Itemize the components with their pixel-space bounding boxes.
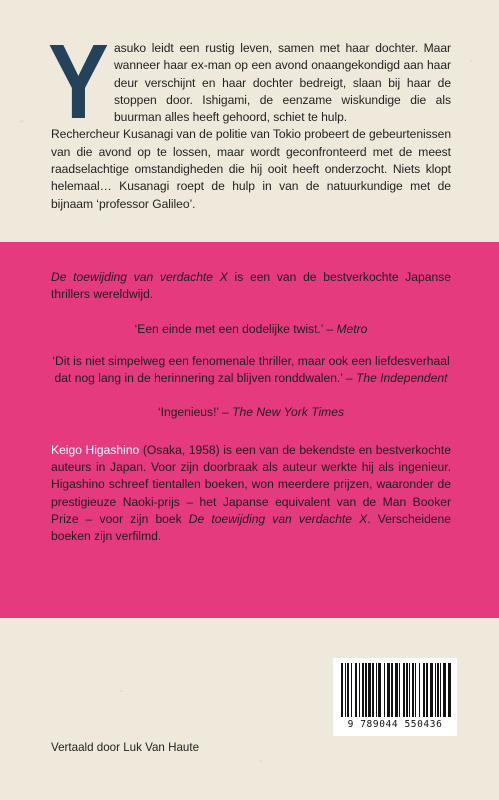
blurb-paragraph-1: asuko leidt een rustig leven, samen met haar dochter. Maar wanneer haar ex-man op een avond onaangekondigd aan haar deur verschijnt en haar dochter bedreigt, slaan bij haar de stoppen door. Ishigami, de eenzame wiskundige die als buurman alles heeft gehoord, schiet te hulp. [114,41,451,125]
translator-credit: Vertaald door Luk Van Haute [51,741,200,754]
isbn-number: 9 789044 550436 [347,719,443,730]
back-cover-blurb [48,23,451,213]
book-title: De toewijding van verdachte X [51,270,228,284]
drop-cap: Y [48,23,108,141]
author-name: Keigo Higashino [51,442,140,457]
review-source: Metro [336,321,368,336]
barcode-bars [333,658,457,720]
barcode [333,658,457,736]
review-source: The Independent [355,371,448,386]
review-source: The New York Times [232,405,345,420]
blurb-paragraph-2: Rechercheur Kusanagi van de politie van Tokio probeert de gebeurtenissen van die avond op te lossen, maar wordt geconfronteerd met de meest raadselachtige omstandigheden die hij ooit heeft onderzocht. Niets klopt helemaal… Kusanagi roept de hulp in van de natuurkundige met de bijnaam ‘professor Galileo’. [51,127,451,211]
paper-texture [470,60,472,62]
bio-book-title: De toewijding van verdachte X [188,511,368,526]
pink-band-text [51,269,451,546]
paper-texture [260,760,262,762]
paper-texture [120,690,123,692]
review-quote: ‘Dit is niet simpelweg een fenomenale thriller, maar ook een liefdesverhaal dat nog lang in de herinnering zal blijven ronddwalen.’ – The Independent [52,353,450,386]
intro-paragraph: De toewijding van verdachte X is een van de bestverkochte Japanse thrillers wereldwijd. [51,270,451,302]
paper-texture [20,120,23,123]
review-quote: ‘Een einde met een dodelijke twist.’ – Metro [134,321,368,336]
review-quote: ‘Ingenieus!’ – The New York Times [157,405,345,420]
author-bio: Keigo Higashino (Osaka, 1958) is een van de bekendste en bestverkochte auteurs in Japan. Voor zijn doorbraak als auteur werkte hij als ingenieur. Higashino schreef tientallen boeken, won meerdere prijzen, waaronder de prestigieuze Naoki-prijs – het Japanse equivalent van de Man Booker Prize – voor zijn boek De toewijding van verdachte X. Verscheidene boeken zijn verfilmd. [51,442,451,544]
